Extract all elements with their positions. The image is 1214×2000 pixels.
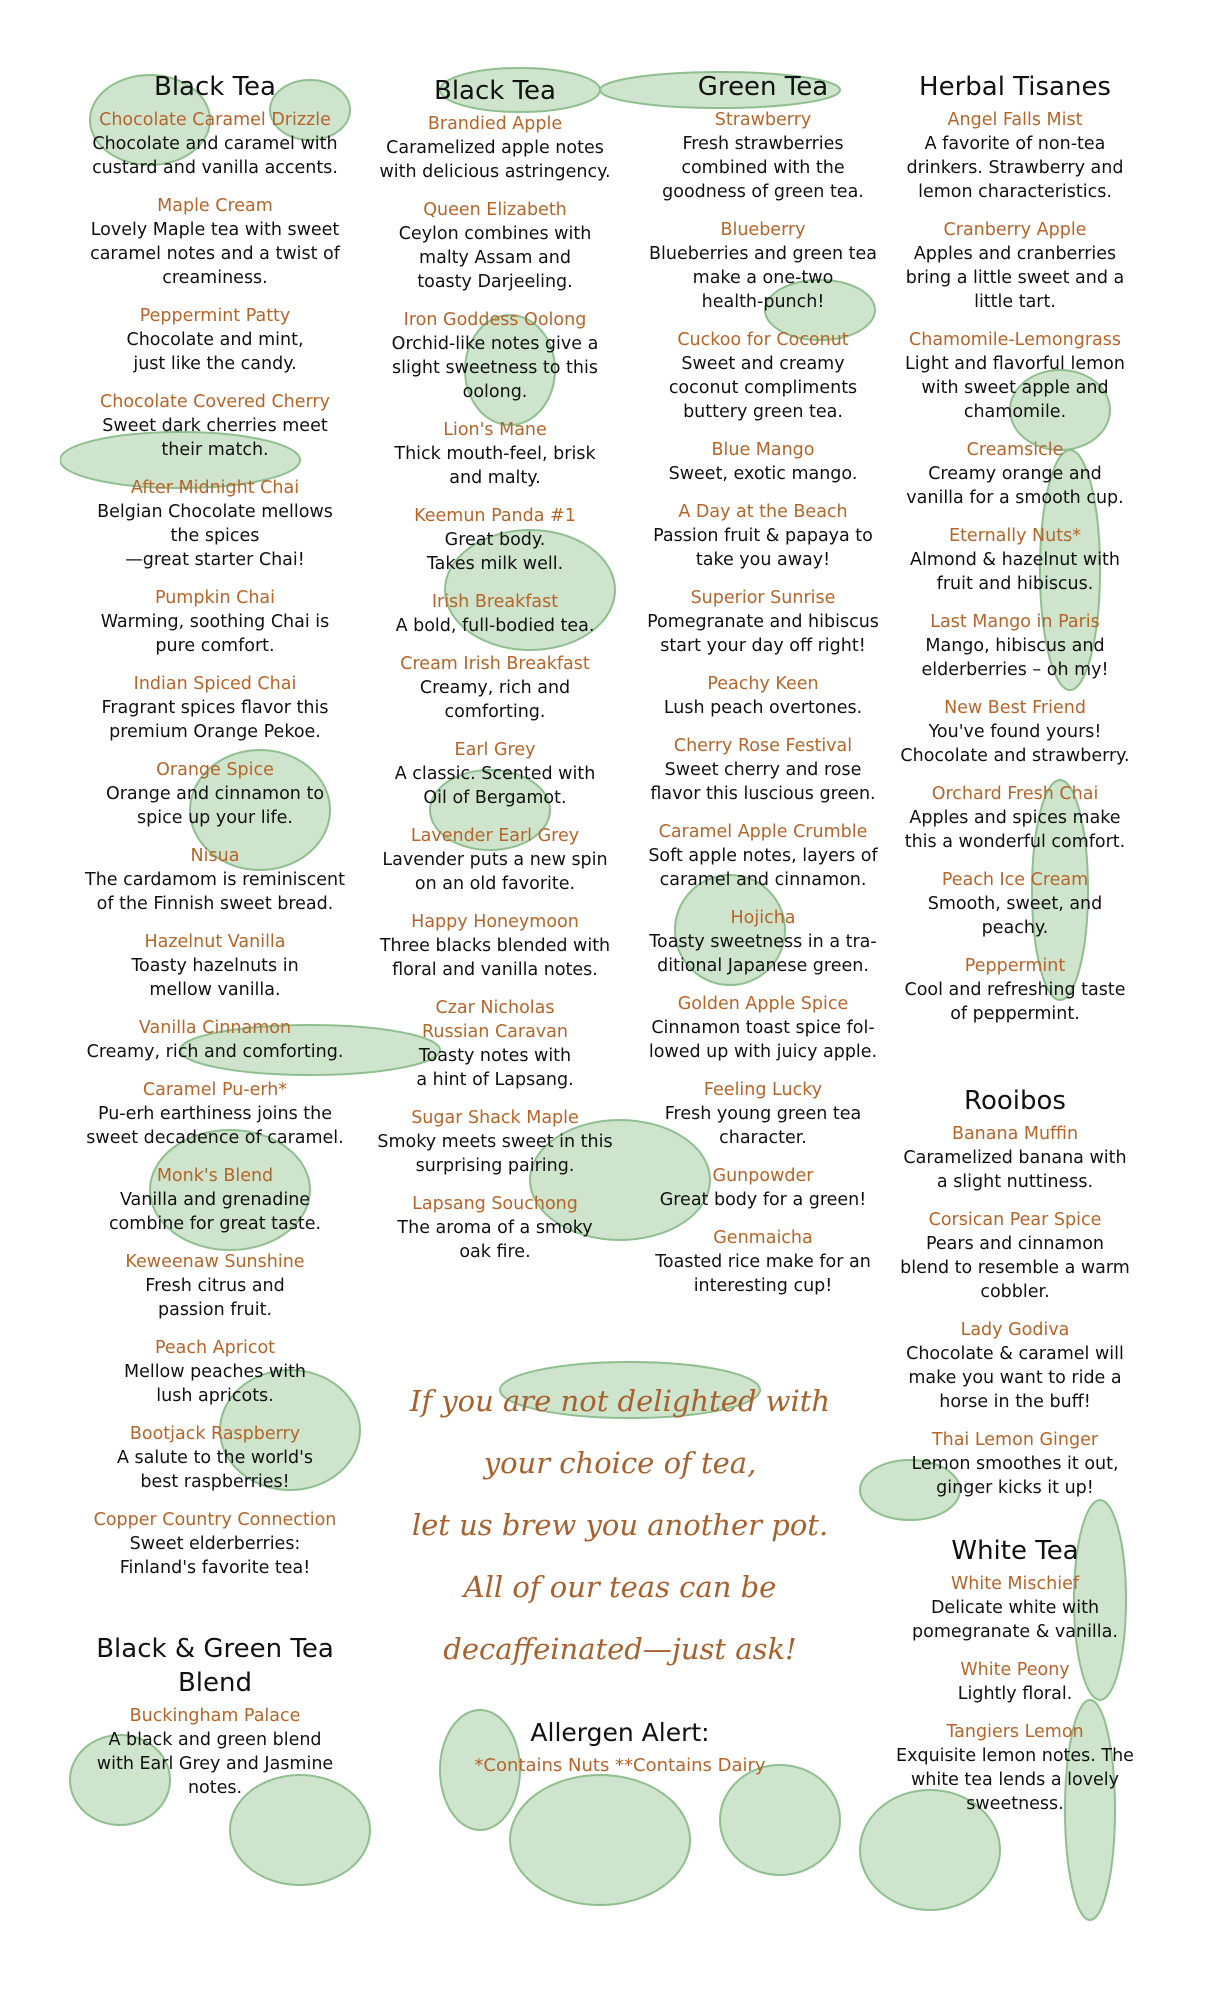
menu-item (70, 304, 360, 376)
item-name: Lion's Mane (443, 420, 547, 440)
item-desc: Apples and spices make this a wonderful comfort. (904, 808, 1126, 852)
spacer (70, 1594, 360, 1632)
menu-column-3 (628, 70, 898, 1312)
menu-item (628, 500, 898, 572)
item-name: Thai Lemon Ginger (931, 1430, 1099, 1450)
broccoli-icon-2 (720, 1765, 840, 1875)
item-name: Cherry Rose Festival (673, 736, 853, 756)
item-desc: Caramelized apple notes with delicious astringency. (379, 138, 611, 182)
item-desc: Almond & hazelnut with fruit and hibiscus. (910, 550, 1120, 594)
item-name: Irish Breakfast (431, 592, 559, 612)
menu-item (880, 438, 1150, 510)
menu-item (880, 328, 1150, 424)
item-desc: Smoky meets sweet in this surprising pairing. (377, 1132, 613, 1176)
allergen-alert-title: Allergen Alert: (530, 1718, 710, 1747)
menu-item (350, 1192, 640, 1264)
item-desc: Three blacks blended with floral and vanilla notes. (379, 936, 611, 980)
menu-column-1 (70, 70, 360, 1814)
item-desc: Fresh strawberries combined with the goodness of green tea. (662, 134, 864, 202)
item-name: Tangiers Lemon (946, 1722, 1084, 1742)
item-desc: Cool and refreshing taste of peppermint. (904, 980, 1126, 1024)
item-desc: Sweet cherry and rose flavor this luscious green. (650, 760, 876, 804)
item-name: Orchard Fresh Chai (931, 784, 1099, 804)
item-desc: Toasty hazelnuts in mellow vanilla. (131, 956, 299, 1000)
item-name: Sugar Shack Maple (411, 1108, 579, 1128)
menu-item (70, 1164, 360, 1236)
item-desc: Orange and cinnamon to spice up your life. (105, 784, 325, 828)
item-name: Caramel Pu-erh* (142, 1080, 288, 1100)
item-desc: Lemon smoothes it out, ginger kicks it up! (911, 1454, 1119, 1498)
item-name: Blueberry (720, 220, 806, 240)
item-desc: Fragrant spices flavor this premium Orange Pekoe. (101, 698, 329, 742)
item-desc: The aroma of a smoky oak fire. (397, 1218, 593, 1262)
section-title: Herbal Tisanes (919, 72, 1111, 102)
menu-item (628, 1078, 898, 1150)
item-name: Peach Apricot (154, 1338, 276, 1358)
item-desc: You've found yours! Chocolate and strawberry. (900, 722, 1130, 766)
menu-item (70, 1508, 360, 1580)
item-desc: Fresh young green tea character. (664, 1104, 862, 1148)
menu-item (628, 906, 898, 978)
item-name: Bootjack Raspberry (129, 1424, 301, 1444)
item-desc: Pomegranate and hibiscus start your day off right! (647, 612, 879, 656)
item-name: Orange Spice (156, 760, 274, 780)
section-title: Black Tea (433, 76, 556, 106)
item-name: White Mischief (950, 1574, 1080, 1594)
menu-item (70, 1016, 360, 1064)
menu-item (70, 672, 360, 744)
item-name: New Best Friend (944, 698, 1086, 718)
item-name: Corsican Pear Spice (928, 1210, 1102, 1230)
item-desc: A black and green blend with Earl Grey and Jasmine notes. (96, 1730, 334, 1798)
item-name: Iron Goddess Oolong (403, 310, 587, 330)
item-desc: Lush peach overtones. (663, 698, 863, 718)
item-desc: Toasted rice make for an interesting cup! (655, 1252, 871, 1296)
item-name: Eternally Nuts* (949, 526, 1081, 546)
item-desc: Light and flavorful lemon with sweet apple and chamomile. (905, 354, 1125, 422)
item-name: Caramel Apple Crumble (658, 822, 868, 842)
item-desc: Blueberries and green tea make a one-two health-punch! (649, 244, 877, 312)
menu-item (880, 1208, 1150, 1304)
item-desc: A favorite of non-tea drinkers. Strawberry and lemon characteristics. (906, 134, 1124, 202)
pumpkin-icon-3 (510, 1775, 690, 1905)
menu-item (628, 438, 898, 486)
item-name: After Midnight Chai (130, 478, 300, 498)
menu-item (880, 1572, 1150, 1644)
item-name: Peppermint Patty (139, 306, 291, 326)
item-name: Copper Country Connection (93, 1510, 337, 1530)
spacer (880, 1040, 1150, 1084)
item-desc: Lovely Maple tea with sweet caramel notes and a twist of creaminess. (90, 220, 340, 288)
item-desc: Lightly floral. (957, 1684, 1073, 1704)
item-name: Brandied Apple (427, 114, 563, 134)
menu-item (880, 1658, 1150, 1706)
item-desc: A bold, full-bodied tea. (395, 616, 595, 636)
menu-item (628, 586, 898, 658)
menu-column-4 (880, 70, 1150, 1830)
item-desc: Lavender puts a new spin on an old favorite. (382, 850, 608, 894)
section-green-tea (628, 70, 898, 1298)
item-name: Czar Nicholas Russian Caravan (422, 998, 568, 1042)
menu-item (70, 390, 360, 462)
item-desc: Passion fruit & papaya to take you away! (653, 526, 873, 570)
item-desc: Delicate white with pomegranate & vanilla. (912, 1598, 1118, 1642)
item-desc: Orchid-like notes give a slight sweetness to this oolong. (391, 334, 599, 402)
item-desc: Mango, hibiscus and elderberries – oh my! (921, 636, 1109, 680)
menu-item (350, 590, 640, 638)
menu-item (350, 198, 640, 294)
menu-item (70, 586, 360, 658)
item-name: Chamomile-Lemongrass (909, 330, 1121, 350)
menu-item (628, 672, 898, 720)
section-rooibos (880, 1084, 1150, 1500)
item-name: Monk's Blend (156, 1166, 274, 1186)
item-desc: Smooth, sweet, and peachy. (927, 894, 1103, 938)
item-name: Queen Elizabeth (423, 200, 567, 220)
item-desc: Caramelized banana with a slight nuttiness. (903, 1148, 1127, 1192)
item-desc: Toasty sweetness in a tra- ditional Japanese green. (649, 932, 877, 976)
satisfaction-guarantee: If you are not delighted with your choice of tea, let us brew you another pot. All of our teas can be decaffeinated—just ask! (409, 1384, 831, 1666)
item-name: Last Mango in Paris (930, 612, 1100, 632)
item-name: Chocolate Caramel Drizzle (99, 110, 331, 130)
item-name: Hazelnut Vanilla (144, 932, 286, 952)
item-name: Keweenaw Sunshine (125, 1252, 305, 1272)
item-desc: Soft apple notes, layers of caramel and cinnamon. (648, 846, 878, 890)
item-name: Lavender Earl Grey (410, 826, 580, 846)
menu-item (628, 218, 898, 314)
item-desc: Mellow peaches with lush apricots. (123, 1362, 307, 1406)
menu-item (880, 1428, 1150, 1500)
item-desc: The cardamom is reminiscent of the Finnish sweet bread. (85, 870, 345, 914)
item-name: Peachy Keen (707, 674, 819, 694)
menu-item (880, 954, 1150, 1026)
item-name: Lady Godiva (960, 1320, 1070, 1340)
menu-item (880, 782, 1150, 854)
menu-item (880, 1122, 1150, 1194)
menu-item (70, 108, 360, 180)
menu-item (350, 652, 640, 724)
menu-item (70, 930, 360, 1002)
item-desc: Chocolate & caramel will make you want to ride a horse in the buff! (906, 1344, 1124, 1412)
menu-item (628, 1164, 898, 1212)
item-name: White Peony (960, 1660, 1070, 1680)
item-desc: Great body. Takes milk well. (426, 530, 564, 574)
section-black-green-blend (70, 1632, 360, 1800)
item-name: Maple Cream (157, 196, 273, 216)
item-desc: Creamy orange and vanilla for a smooth cup. (906, 464, 1124, 508)
item-name: Indian Spiced Chai (133, 674, 297, 694)
item-name: Cuckoo for Coconut (677, 330, 849, 350)
item-name: Banana Muffin (951, 1124, 1079, 1144)
menu-item (350, 996, 640, 1092)
menu-item (70, 476, 360, 572)
item-desc: Sweet, exotic mango. (668, 464, 858, 484)
item-name: Blue Mango (711, 440, 815, 460)
item-name: Golden Apple Spice (677, 994, 849, 1014)
item-name: Hojicha (730, 908, 796, 928)
item-name: Strawberry (714, 110, 812, 130)
item-desc: Creamy, rich and comforting. (419, 678, 571, 722)
item-name: Cream Irish Breakfast (400, 654, 590, 674)
menu-item (628, 992, 898, 1064)
item-name: Keemun Panda #1 (414, 506, 576, 526)
item-name: A Day at the Beach (678, 502, 848, 522)
menu-column-2 (350, 74, 640, 1278)
item-name: Peppermint (964, 956, 1066, 976)
menu-item (70, 1422, 360, 1494)
menu-item (350, 1106, 640, 1178)
section-title: Black Tea (153, 72, 276, 102)
menu-item (628, 328, 898, 424)
menu-item (70, 1336, 360, 1408)
item-name: Angel Falls Mist (947, 110, 1083, 130)
section-title: Black & Green Tea Blend (96, 1634, 334, 1698)
section-title: Green Tea (697, 72, 829, 102)
menu-item (350, 112, 640, 184)
item-desc: Sweet dark cherries meet their match. (102, 416, 328, 460)
item-name: Genmaicha (713, 1228, 813, 1248)
section-white-tea (880, 1534, 1150, 1816)
item-name: Happy Honeymoon (411, 912, 579, 932)
menu-item (350, 910, 640, 982)
section-title: White Tea (951, 1536, 1079, 1566)
menu-item (70, 1078, 360, 1150)
menu-item (880, 1720, 1150, 1816)
item-name: Creamsicle (966, 440, 1064, 460)
item-name: Lapsang Souchong (412, 1194, 578, 1214)
item-desc: Cinnamon toast spice fol- lowed up with juicy apple. (648, 1018, 878, 1062)
menu-item (70, 844, 360, 916)
menu-item (880, 1318, 1150, 1414)
menu-item (70, 758, 360, 830)
item-desc: Pears and cinnamon blend to resemble a warm cobbler. (900, 1234, 1130, 1302)
menu-item (880, 696, 1150, 768)
item-desc: Toasty notes with a hint of Lapsang. (416, 1046, 574, 1090)
item-desc: Ceylon combines with malty Assam and toasty Darjeeling. (398, 224, 592, 292)
item-name: Cranberry Apple (943, 220, 1087, 240)
item-name: Superior Sunrise (690, 588, 836, 608)
item-name: Feeling Lucky (703, 1080, 823, 1100)
menu-item (628, 734, 898, 806)
item-desc: A classic. Scented with Oil of Bergamot. (394, 764, 596, 808)
item-desc: A salute to the world's best raspberries! (116, 1448, 314, 1492)
item-desc: Chocolate and mint, just like the candy. (126, 330, 304, 374)
item-desc: Sweet and creamy coconut compliments buttery green tea. (668, 354, 858, 422)
menu-item (350, 738, 640, 810)
menu-item (880, 610, 1150, 682)
item-desc: Vanilla and grenadine combine for great taste. (108, 1190, 322, 1234)
item-desc: Apples and cranberries bring a little sweet and a little tart. (905, 244, 1125, 312)
item-desc: Pu-erh earthiness joins the sweet decadence of caramel. (86, 1104, 344, 1148)
menu-item (880, 868, 1150, 940)
item-desc: Fresh citrus and passion fruit. (145, 1276, 285, 1320)
section-herbal-tisanes (880, 70, 1150, 1026)
section-title: Rooibos (964, 1086, 1066, 1116)
menu-item (70, 1704, 360, 1800)
item-name: Buckingham Palace (129, 1706, 301, 1726)
spacer (880, 1514, 1150, 1534)
item-desc: Creamy, rich and comforting. (86, 1042, 344, 1062)
item-name: Earl Grey (454, 740, 536, 760)
menu-item (350, 824, 640, 896)
section-black-tea (70, 70, 360, 1580)
menu-item (350, 504, 640, 576)
menu-item (350, 418, 640, 490)
item-name: Peach Ice Cream (941, 870, 1089, 890)
item-name: Gunpowder (712, 1166, 814, 1186)
item-desc: Warming, soothing Chai is pure comfort. (100, 612, 330, 656)
item-desc: Exquisite lemon notes. The white tea lends a lovely sweetness. (896, 1746, 1134, 1814)
item-desc: Great body for a green! (659, 1190, 867, 1210)
item-name: Nisua (190, 846, 240, 866)
menu-item (880, 218, 1150, 314)
menu-item (628, 820, 898, 892)
item-desc: Sweet elderberries: Finland's favorite tea! (119, 1534, 311, 1578)
item-name: Chocolate Covered Cherry (100, 392, 330, 412)
item-name: Pumpkin Chai (154, 588, 276, 608)
menu-item (880, 108, 1150, 204)
menu-item (70, 194, 360, 290)
item-desc: Belgian Chocolate mellows the spices —great starter Chai! (97, 502, 333, 570)
menu-item (628, 1226, 898, 1298)
tea-menu-page (60, 50, 1154, 1950)
menu-item (350, 308, 640, 404)
section-black-tea-2 (350, 74, 640, 1264)
menu-item (880, 524, 1150, 596)
menu-item (70, 1250, 360, 1322)
menu-item (628, 108, 898, 204)
item-desc: Thick mouth-feel, brisk and malty. (394, 444, 596, 488)
allergen-alert-note: *Contains Nuts **Contains Dairy (474, 1755, 766, 1776)
item-name: Vanilla Cinnamon (138, 1018, 292, 1038)
item-desc: Chocolate and caramel with custard and vanilla accents. (92, 134, 338, 178)
